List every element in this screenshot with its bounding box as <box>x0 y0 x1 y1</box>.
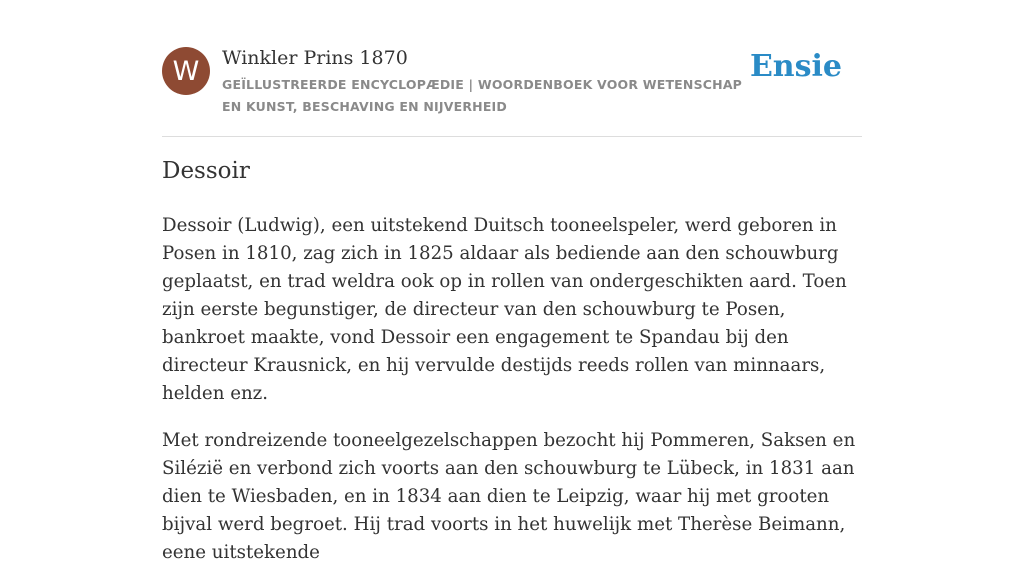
ensie-logo-link[interactable]: Ensie <box>749 49 842 84</box>
source-header <box>162 44 862 137</box>
article-title: Dessoir <box>162 158 250 184</box>
source-avatar: W <box>162 47 210 95</box>
article-body <box>162 212 864 586</box>
source-title[interactable]: Winkler Prins 1870 <box>222 47 408 69</box>
source-subtitle: GEÏLLUSTREERDE ENCYCLOPÆDIE | WOORDENBOEK VOOR WETENSCHAP EN KUNST, BESCHAVING EN NIJVERHEID <box>222 77 743 114</box>
article-paragraph: Dessoir (Ludwig), een uitstekend Duitsch tooneelspeler, werd geboren in Posen in 1810, zag zich in 1825 aldaar als bediende aan den schouwburg geplaatst, en trad weldra ook op in rollen van ondergeschikten aard. Toen zijn eerste begunstiger, de directeur van den schouwburg te Posen, bankroet maakte, vond Dessoir een engagement te Spandau bij den directeur Krausnick, en hij vervulde destijds reeds rollen van minnaars, helden enz. <box>162 215 847 404</box>
article-paragraph: Met rondreizende tooneelgezelschappen bezocht hij Pommeren, Saksen en Silézië en verbond zich voorts aan den schouwburg te Lübeck, in 1831 aan dien te Wiesbaden, en in 1834 aan dien te Leipzig, waar hij met grooten bijval werd begroet. Hij trad voorts in het huwelijk met Therèse Beimann, eene uitstekende <box>162 430 856 563</box>
